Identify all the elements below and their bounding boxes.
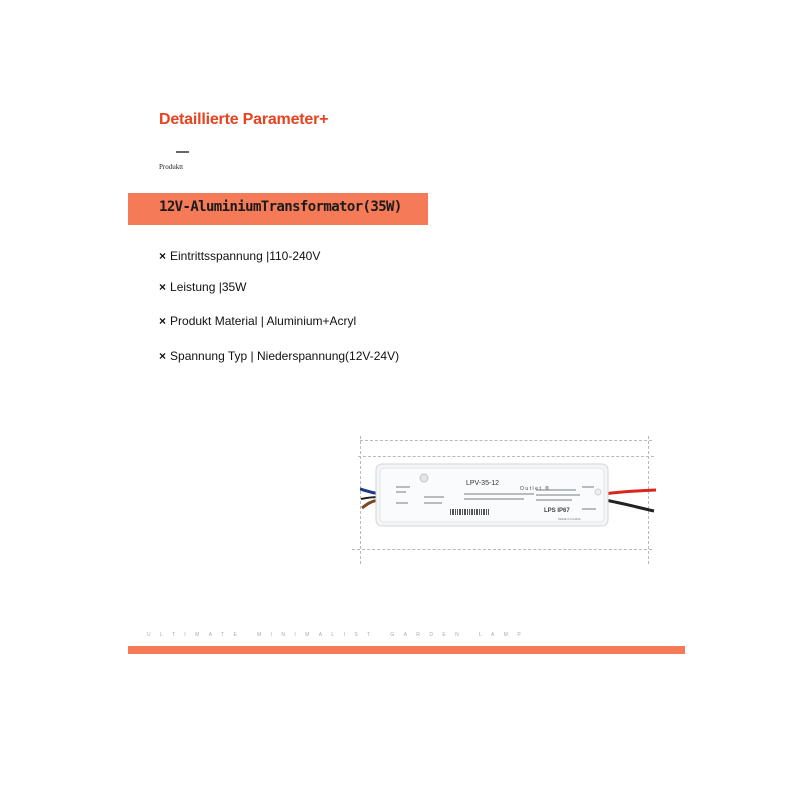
- barcode: [450, 509, 489, 515]
- page-title: Detaillierte Parameter+: [159, 111, 329, 128]
- param-text: Produkt Material | Aluminium+Acryl: [170, 314, 357, 328]
- param-input-voltage: [159, 249, 320, 263]
- divider-dash: [176, 151, 189, 153]
- bullet-cross-icon: ×: [159, 349, 167, 363]
- bullet-cross-icon: ×: [159, 280, 167, 294]
- brand-label: Outlet ®: [520, 486, 551, 492]
- guide-line-top: [360, 440, 652, 441]
- section-sublabel: Produktt: [159, 163, 184, 171]
- param-text: Leistung |35W: [170, 280, 247, 294]
- footer-accent-bar: [128, 646, 685, 654]
- output-wires: [604, 490, 656, 511]
- param-text: Eintrittsspannung |110-240V: [170, 249, 321, 263]
- param-text: Spannung Typ | Niederspannung(12V-24V): [170, 349, 400, 363]
- model-label: LPV-35-12: [466, 480, 500, 487]
- param-voltage-type: [159, 349, 399, 363]
- led-driver-photo: [360, 456, 656, 536]
- origin-label: MADE IN CHINA: [558, 517, 581, 521]
- bullet-cross-icon: ×: [159, 314, 167, 328]
- rating-label: LPS IP67: [544, 508, 570, 514]
- footer-tagline: ULTIMATE MINIMALIST GARDEN LAMP: [147, 632, 531, 638]
- product-banner-title: 12V-AluminiumTransformator(35W): [159, 199, 402, 215]
- param-material: [159, 314, 356, 328]
- bullet-cross-icon: ×: [159, 249, 167, 263]
- param-power: [159, 280, 247, 294]
- guide-line-bottom: [352, 549, 652, 550]
